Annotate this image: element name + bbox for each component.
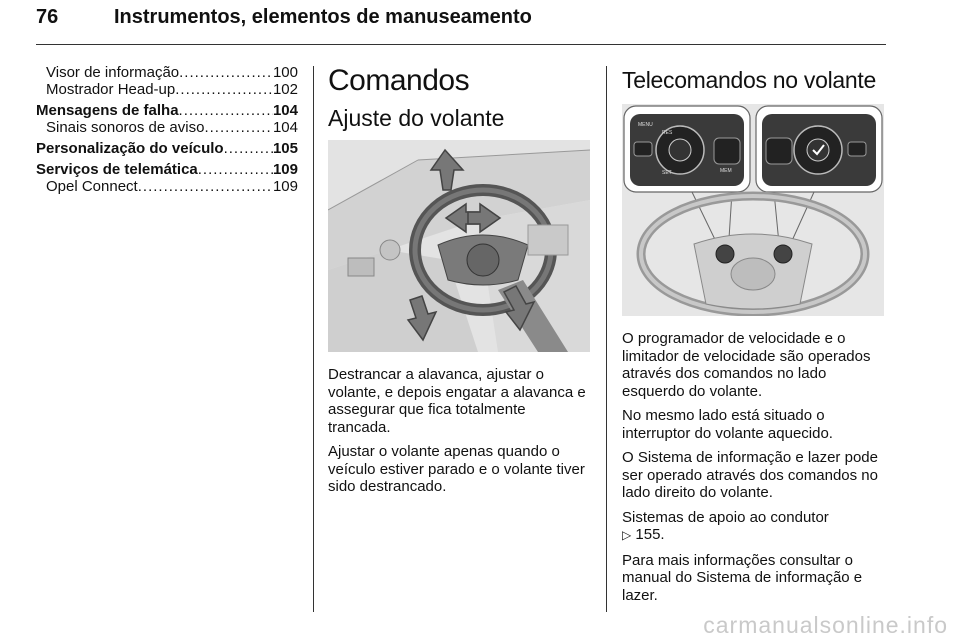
paragraph: O Sistema de informação e lazer pode ser operado através dos comandos no lado direito do volante. <box>622 449 878 501</box>
toc-page: 109 <box>272 178 298 195</box>
paragraph: No mesmo lado está situado o interruptor do volante aquecido. <box>622 407 833 442</box>
column-divider <box>606 66 607 612</box>
toc-page: 104 <box>272 119 298 136</box>
label-mem: MEM <box>720 168 732 174</box>
toc-label: Mensagens de falha <box>36 102 179 119</box>
toc-label: Sinais sonoros de aviso <box>46 119 205 136</box>
toc-entry[interactable] <box>36 81 298 98</box>
toc-leader <box>198 161 273 178</box>
toc-label: Personalização do veículo <box>36 140 224 157</box>
right-controls-inset <box>756 106 882 192</box>
toc-label: Serviços de telemática <box>36 161 198 178</box>
toc-page: 109 <box>272 161 298 178</box>
toc-entry[interactable] <box>36 161 298 178</box>
toc-leader <box>179 102 273 119</box>
column-telecomandos <box>622 64 886 611</box>
toc-label: Opel Connect <box>46 178 138 195</box>
subsection-title: Ajuste do volante <box>328 105 505 131</box>
toc-entry[interactable] <box>36 119 298 136</box>
toc-entry[interactable] <box>36 64 298 81</box>
toc-leader <box>175 81 273 98</box>
toc-label: Mostrador Head-up <box>46 81 176 98</box>
left-controls-inset <box>624 106 750 192</box>
paragraph: Destrancar a alavanca, ajustar o volante, e depois engatar a alavanca e assegurar que fica totalmente trancada. <box>328 366 586 436</box>
subsection-title: Telecomandos no volante <box>622 67 876 93</box>
toc-entry[interactable] <box>36 178 298 195</box>
watermark-text: carmanualsonline.info <box>703 612 948 638</box>
page-header <box>36 4 886 45</box>
paragraph-with-reference <box>622 509 886 545</box>
toc-leader <box>179 64 273 81</box>
watermark <box>0 612 960 642</box>
paragraph: Para mais informações consultar o manual do Sistema de informação e lazer. <box>622 551 863 604</box>
column-divider <box>313 66 314 612</box>
toc-entry[interactable] <box>36 102 298 119</box>
label-res: RES <box>662 130 673 136</box>
toc-page: 100 <box>272 64 298 81</box>
steering-controls-drawing <box>622 104 884 316</box>
label-set: SET <box>662 170 672 176</box>
reference-text: Sistemas de apoio ao condutor <box>622 508 829 526</box>
page-number: 76 <box>36 6 59 28</box>
toc-page: 102 <box>272 81 298 98</box>
paragraph: Ajustar o volante apenas quando o veículo estiver parado e o volante tiver sido destrancado. <box>328 443 585 495</box>
toc-page: 104 <box>272 102 298 119</box>
steering-adjust-illustration <box>328 140 590 352</box>
label-menu: MENU <box>638 122 653 128</box>
column-comandos <box>328 64 592 503</box>
page-title: Instrumentos, elementos de manuseamento <box>114 6 532 28</box>
toc-leader <box>204 119 273 136</box>
toc-entry[interactable] <box>36 140 298 157</box>
toc-page: 105 <box>272 140 298 157</box>
page-reference-icon: ▷ <box>622 528 632 542</box>
reference-page[interactable]: 155. <box>635 526 665 543</box>
section-title: Comandos <box>328 64 470 97</box>
toc-leader <box>224 140 273 157</box>
toc-leader <box>138 178 273 195</box>
steering-adjust-drawing <box>328 140 590 352</box>
toc-label: Visor de informação <box>46 64 180 81</box>
paragraph: O programador de velocidade e o limitador de velocidade são operados através dos comandos no lado esquerdo do volante. <box>622 330 871 400</box>
toc-list <box>36 64 298 195</box>
steering-controls-illustration <box>622 104 884 316</box>
